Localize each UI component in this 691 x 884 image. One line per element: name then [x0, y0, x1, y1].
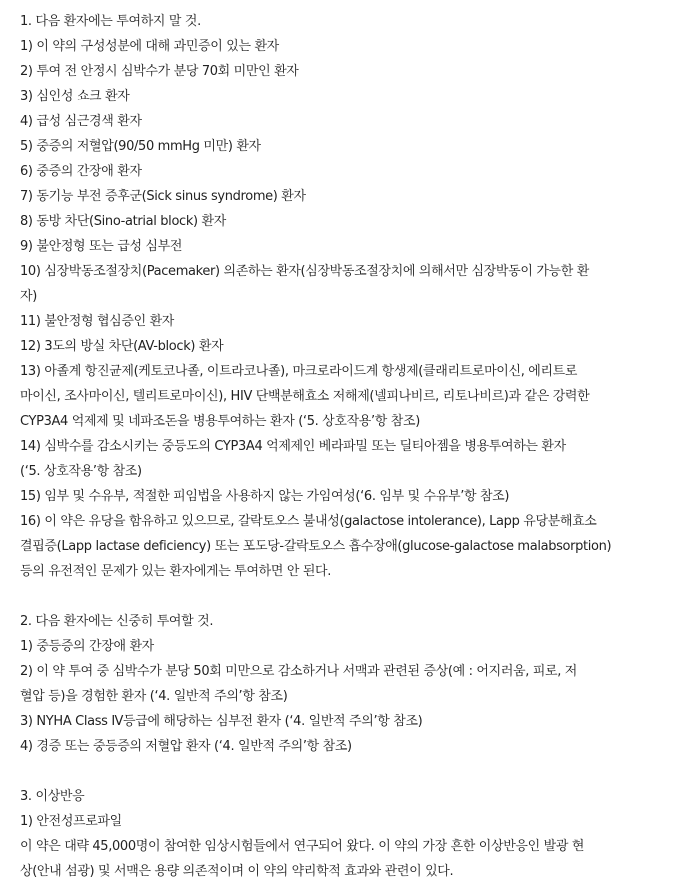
- section-cautions: [20, 609, 681, 759]
- text-line: 2) 투여 전 안정시 심박수가 분당 70회 미만인 환자: [20, 64, 299, 79]
- text-line: 4) 경증 또는 중등증의 저혈압 환자 (‘4. 일반적 주의’항 참조): [20, 739, 352, 754]
- text-line: CYP3A4 억제제 및 네파조돈을 병용투여하는 환자 (‘5. 상호작용’항 참조): [20, 414, 420, 429]
- section-heading: 2. 다음 환자에는 신중히 투여할 것.: [20, 614, 214, 629]
- text-line: 13) 아졸계 항진균제(케토코나졸, 이트라코나졸), 마크로라이드계 항생제(클래리트로마이신, 에리트로: [20, 364, 578, 379]
- text-line: 9) 불안정형 또는 급성 심부전: [20, 239, 183, 254]
- text-line: 상(안내 섬광) 및 서맥은 용량 의존적이며 이 약의 약리학적 효과와 관련이 있다.: [20, 864, 454, 879]
- text-line: 12) 3도의 방실 차단(AV-block) 환자: [20, 339, 224, 354]
- text-line: 1) 이 약의 구성성분에 대해 과민증이 있는 환자: [20, 39, 279, 54]
- text-line: 혈압 등)을 경험한 환자 (‘4. 일반적 주의’항 참조): [20, 689, 288, 704]
- section-heading: 1. 다음 환자에는 투여하지 말 것.: [20, 14, 201, 29]
- text-line: 이 약은 대략 45,000명이 참여한 임상시험들에서 연구되어 왔다. 이 약의 가장 흔한 이상반응인 발광 현: [20, 839, 585, 854]
- text-line: 3) NYHA Class Ⅳ등급에 해당하는 심부전 환자 (‘4. 일반적 주의’항 참조): [20, 714, 423, 729]
- text-line: 4) 급성 심근경색 환자: [20, 114, 142, 129]
- section-contraindications: [20, 9, 681, 584]
- text-line: (‘5. 상호작용’항 참조): [20, 464, 142, 479]
- text-line: 15) 임부 및 수유부, 적절한 피임법을 사용하지 않는 가임여성(‘6. 임부 및 수유부’항 참조): [20, 489, 510, 504]
- text-line: 등의 유전적인 문제가 있는 환자에게는 투여하면 안 된다.: [20, 564, 332, 579]
- text-line: 11) 불안정형 협심증인 환자: [20, 314, 174, 329]
- text-line: 7) 동기능 부전 증후군(Sick sinus syndrome) 환자: [20, 189, 306, 204]
- text-line: 5) 중증의 저혈압(90/50 mmHg 미만) 환자: [20, 139, 261, 154]
- section-adverse-reactions: [20, 784, 681, 884]
- text-line: 10) 심장박동조절장치(Pacemaker) 의존하는 환자(심장박동조절장치에 의해서만 심장박동이 가능한 환: [20, 264, 589, 279]
- text-line: 마이신, 조사마이신, 텔리트로마이신), HIV 단백분해효소 저해제(넬피나비르, 리토나비르)과 같은 강력한: [20, 389, 590, 404]
- text-line: 자): [20, 289, 37, 304]
- text-line: 8) 동방 차단(Sino-atrial block) 환자: [20, 214, 226, 229]
- paragraph-spacer: [20, 584, 681, 609]
- text-line: 결핍증(Lapp lactase deficiency) 또는 포도당-갈락토오스 흡수장애(glucose-galactose malabsorption): [20, 539, 612, 554]
- section-heading: 3. 이상반응: [20, 789, 85, 804]
- text-line: 16) 이 약은 유당을 함유하고 있으므로, 갈락토오스 불내성(galactose intolerance), Lapp 유당분해효소: [20, 514, 597, 529]
- paragraph-spacer: [20, 759, 681, 784]
- text-line: 3) 심인성 쇼크 환자: [20, 89, 130, 104]
- text-line: 2) 이 약 투여 중 심박수가 분당 50회 미만으로 감소하거나 서맥과 관련된 증상(예 : 어지러움, 피로, 저: [20, 664, 578, 679]
- text-line: 1) 안전성프로파일: [20, 814, 122, 829]
- text-line: 14) 심박수를 감소시키는 중등도의 CYP3A4 억제제인 베라파밀 또는 딜티아젬을 병용투여하는 환자: [20, 439, 566, 454]
- text-line: 6) 중증의 간장애 환자: [20, 164, 142, 179]
- text-line: 1) 중등증의 간장애 환자: [20, 639, 154, 654]
